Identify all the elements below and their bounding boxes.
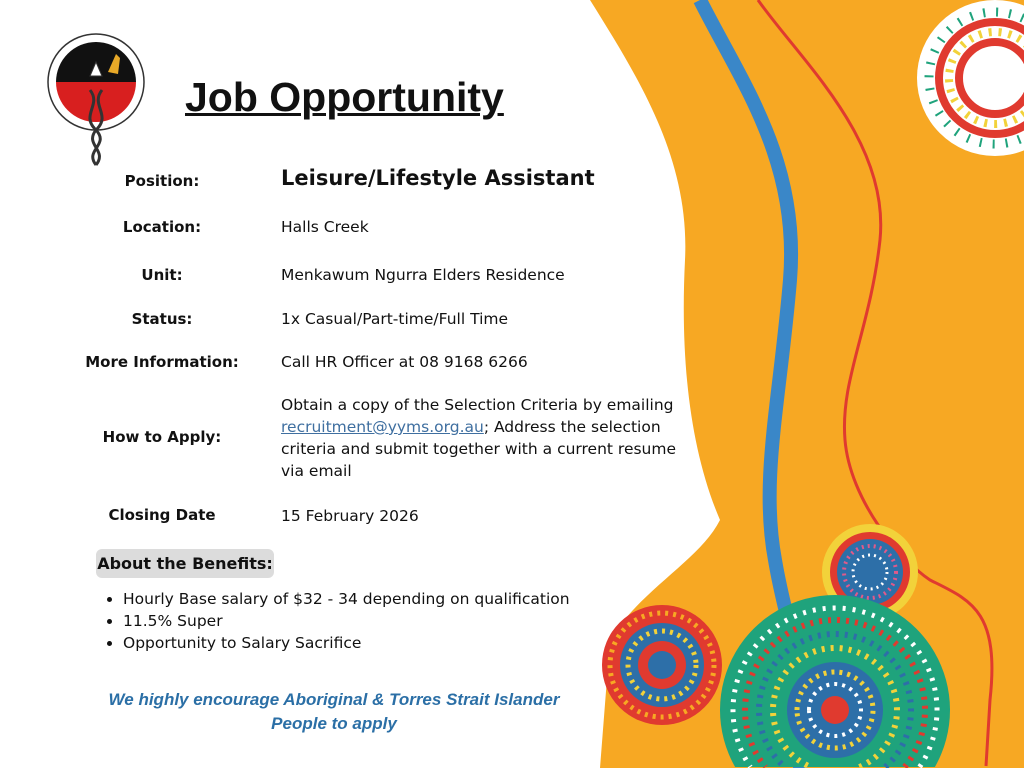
benefit-item: • Opportunity to Salary Sacrifice — [123, 632, 570, 654]
benefits-heading: About the Benefits: — [96, 549, 274, 578]
unit-value: Menkawum Ngurra Elders Residence — [281, 266, 565, 284]
recruitment-email-link[interactable]: recruitment@yyms.org.au — [281, 418, 484, 436]
encouragement-line-1: We highly encourage Aboriginal & Torres Strait Islander — [108, 690, 560, 709]
closing-date-label: Closing Date — [108, 506, 216, 524]
unit-label: Unit: — [141, 266, 183, 284]
page-title: Job Opportunity — [185, 74, 504, 120]
apply-text-after: ; Address the selection criteria and submit together with a current resume via email — [281, 418, 677, 480]
benefit-item: • 11.5% Super — [123, 610, 570, 632]
how-to-apply-value — [281, 394, 681, 482]
encouragement-line-2: People to apply — [271, 714, 397, 733]
more-info-value: Call HR Officer at 08 9168 6266 — [281, 353, 528, 371]
how-to-apply-label: How to Apply: — [102, 428, 222, 446]
benefits-list — [103, 588, 570, 654]
status-label: Status: — [131, 310, 193, 328]
position-value: Leisure/Lifestyle Assistant — [281, 166, 595, 190]
encouragement-text — [80, 688, 588, 736]
status-value: 1x Casual/Part-time/Full Time — [281, 310, 509, 328]
closing-date-value: 15 February 2026 — [281, 507, 419, 525]
apply-text-before: Obtain a copy of the Selection Criteria by emailing — [281, 396, 674, 414]
benefit-item: • Hourly Base salary of $32 - 34 depending on qualification — [123, 588, 570, 610]
position-label: Position: — [124, 172, 200, 190]
location-label: Location: — [122, 218, 202, 236]
organisation-logo — [48, 34, 144, 165]
dot-circle-ring — [821, 696, 849, 724]
dot-circle-bottom-left — [602, 605, 722, 725]
more-info-label: More Information: — [85, 353, 239, 371]
location-value: Halls Creek — [281, 218, 369, 236]
